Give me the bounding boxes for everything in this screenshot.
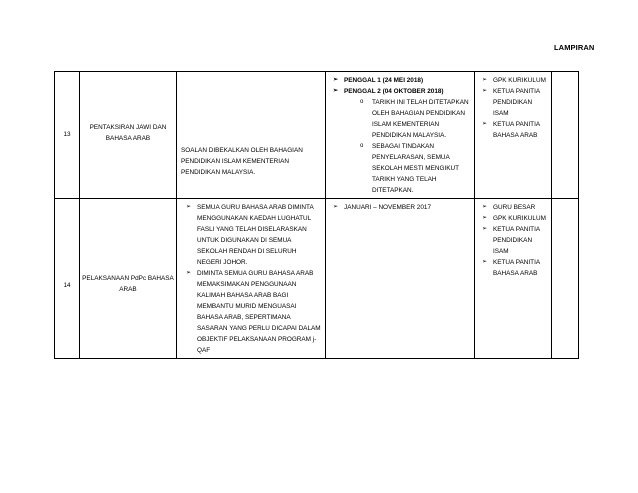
lampiran-heading: LAMPIRAN — [554, 43, 595, 52]
list-item — [360, 141, 470, 196]
row-number: 14 — [63, 282, 71, 289]
list-item — [330, 202, 470, 213]
arrow-bullet-icon: ➢ — [186, 270, 192, 276]
arrow-bullet-icon: ➢ — [186, 204, 192, 210]
responsible-text: KETUA PANITIA PENDIDIKAN ISAM — [493, 88, 540, 117]
table-row — [55, 72, 579, 199]
description-list — [183, 202, 321, 356]
arrow-bullet-icon: ➢ — [482, 204, 488, 210]
row-number: 13 — [63, 131, 71, 138]
description-text: SOALAN DIBEKALKAN OLEH BAHAGIAN PENDIDIKAN ISLAM KEMENTERIAN PENDIDIKAN MALAYSIA. — [181, 147, 303, 176]
responsible-cell — [475, 199, 552, 359]
list-item — [330, 86, 470, 97]
timeline-list — [330, 75, 470, 97]
activity-name: PENTAKSIRAN JAWI DAN BAHASA ARAB — [89, 124, 167, 142]
description-cell — [177, 199, 326, 359]
timeline-cell — [326, 199, 475, 359]
arrow-bullet-icon: ➢ — [482, 77, 488, 83]
list-item — [183, 268, 321, 356]
description-text: DIMINTA SEMUA GURU BAHASA ARAB MEMAKSIMAKAN PENGGUNAAN KALIMAH BAHASA ARAB BAGI MEMBANTU MURID MENGUASAI BAHASA ARAB, SEPERTIMANA SASARAN YANG PERLU DICAPAI DALAM OBJEKTIF PELAKSANAAN PROGRAM j-QAF — [197, 270, 321, 354]
responsible-text: GPK KURIKULUM — [493, 215, 546, 222]
timeline-text: JANUARI – NOVEMBER 2017 — [344, 204, 432, 211]
arrow-bullet-icon: ➢ — [482, 259, 488, 265]
responsible-text: KETUA PANITIA BAHASA ARAB — [493, 259, 540, 277]
list-item — [479, 257, 547, 279]
responsible-text: GURU BESAR — [493, 204, 536, 211]
activity-cell — [80, 199, 177, 359]
responsible-text: GPK KURIKULUM — [493, 77, 546, 84]
activity-cell — [80, 72, 177, 199]
list-item — [479, 213, 547, 224]
arrow-bullet-icon: ➢ — [482, 226, 488, 232]
arrow-bullet-icon: ➢ — [482, 88, 488, 94]
timeline-list — [330, 202, 470, 213]
timeline-note: SEBAGAI TINDAKAN PENYELARASAN, SEMUA SEKOLAH MESTI MENGIKUT TARIKH YANG TELAH DITETAPKAN. — [372, 143, 459, 194]
activity-table — [54, 71, 579, 359]
activity-name: PELAKSANAAN PdPc BAHASA ARAB — [82, 275, 174, 293]
list-item — [479, 119, 547, 141]
row-number-cell — [55, 199, 80, 359]
description-cell — [177, 72, 326, 199]
responsible-text: KETUA PANITIA BAHASA ARAB — [493, 121, 540, 139]
arrow-bullet-icon: ➢ — [333, 77, 339, 83]
row-number-cell — [55, 72, 80, 199]
circle-bullet-icon: o — [360, 99, 364, 105]
timeline-text: PENGGAL 1 (24 MEI 2018) — [344, 77, 424, 84]
list-item — [479, 202, 547, 213]
arrow-bullet-icon: ➢ — [333, 204, 339, 210]
table-row — [55, 199, 579, 359]
list-item — [479, 75, 547, 86]
arrow-bullet-icon: ➢ — [333, 88, 339, 94]
responsible-list — [479, 75, 547, 141]
timeline-sub-list — [330, 97, 470, 196]
remarks-cell — [552, 72, 579, 199]
arrow-bullet-icon: ➢ — [482, 215, 488, 221]
circle-bullet-icon: o — [360, 143, 364, 149]
responsible-text: KETUA PANITIA PENDIDIKAN ISAM — [493, 226, 540, 255]
responsible-cell — [475, 72, 552, 199]
remarks-cell — [552, 199, 579, 359]
arrow-bullet-icon: ➢ — [482, 121, 488, 127]
timeline-cell — [326, 72, 475, 199]
list-item — [183, 202, 321, 268]
list-item — [330, 75, 470, 86]
list-item — [479, 86, 547, 119]
timeline-note: TARIKH INI TELAH DITETAPKAN OLEH BAHAGIAN PENDIDIKAN ISLAM KEMENTERIAN PENDIDIKAN MALAYSIA. — [372, 99, 469, 139]
description-text: SEMUA GURU BAHASA ARAB DIMINTA MENGGUNAKAN KAEDAH LUGHATUL FASLI YANG TELAH DISELARASKAN UNTUK DIGUNAKAN DI SEMUA SEKOLAH RENDAH DI SELURUH NEGERI JOHOR. — [197, 204, 314, 266]
responsible-list — [479, 202, 547, 279]
list-item — [479, 224, 547, 257]
timeline-text: PENGGAL 2 (04 OKTOBER 2018) — [344, 88, 444, 95]
list-item — [360, 97, 470, 141]
